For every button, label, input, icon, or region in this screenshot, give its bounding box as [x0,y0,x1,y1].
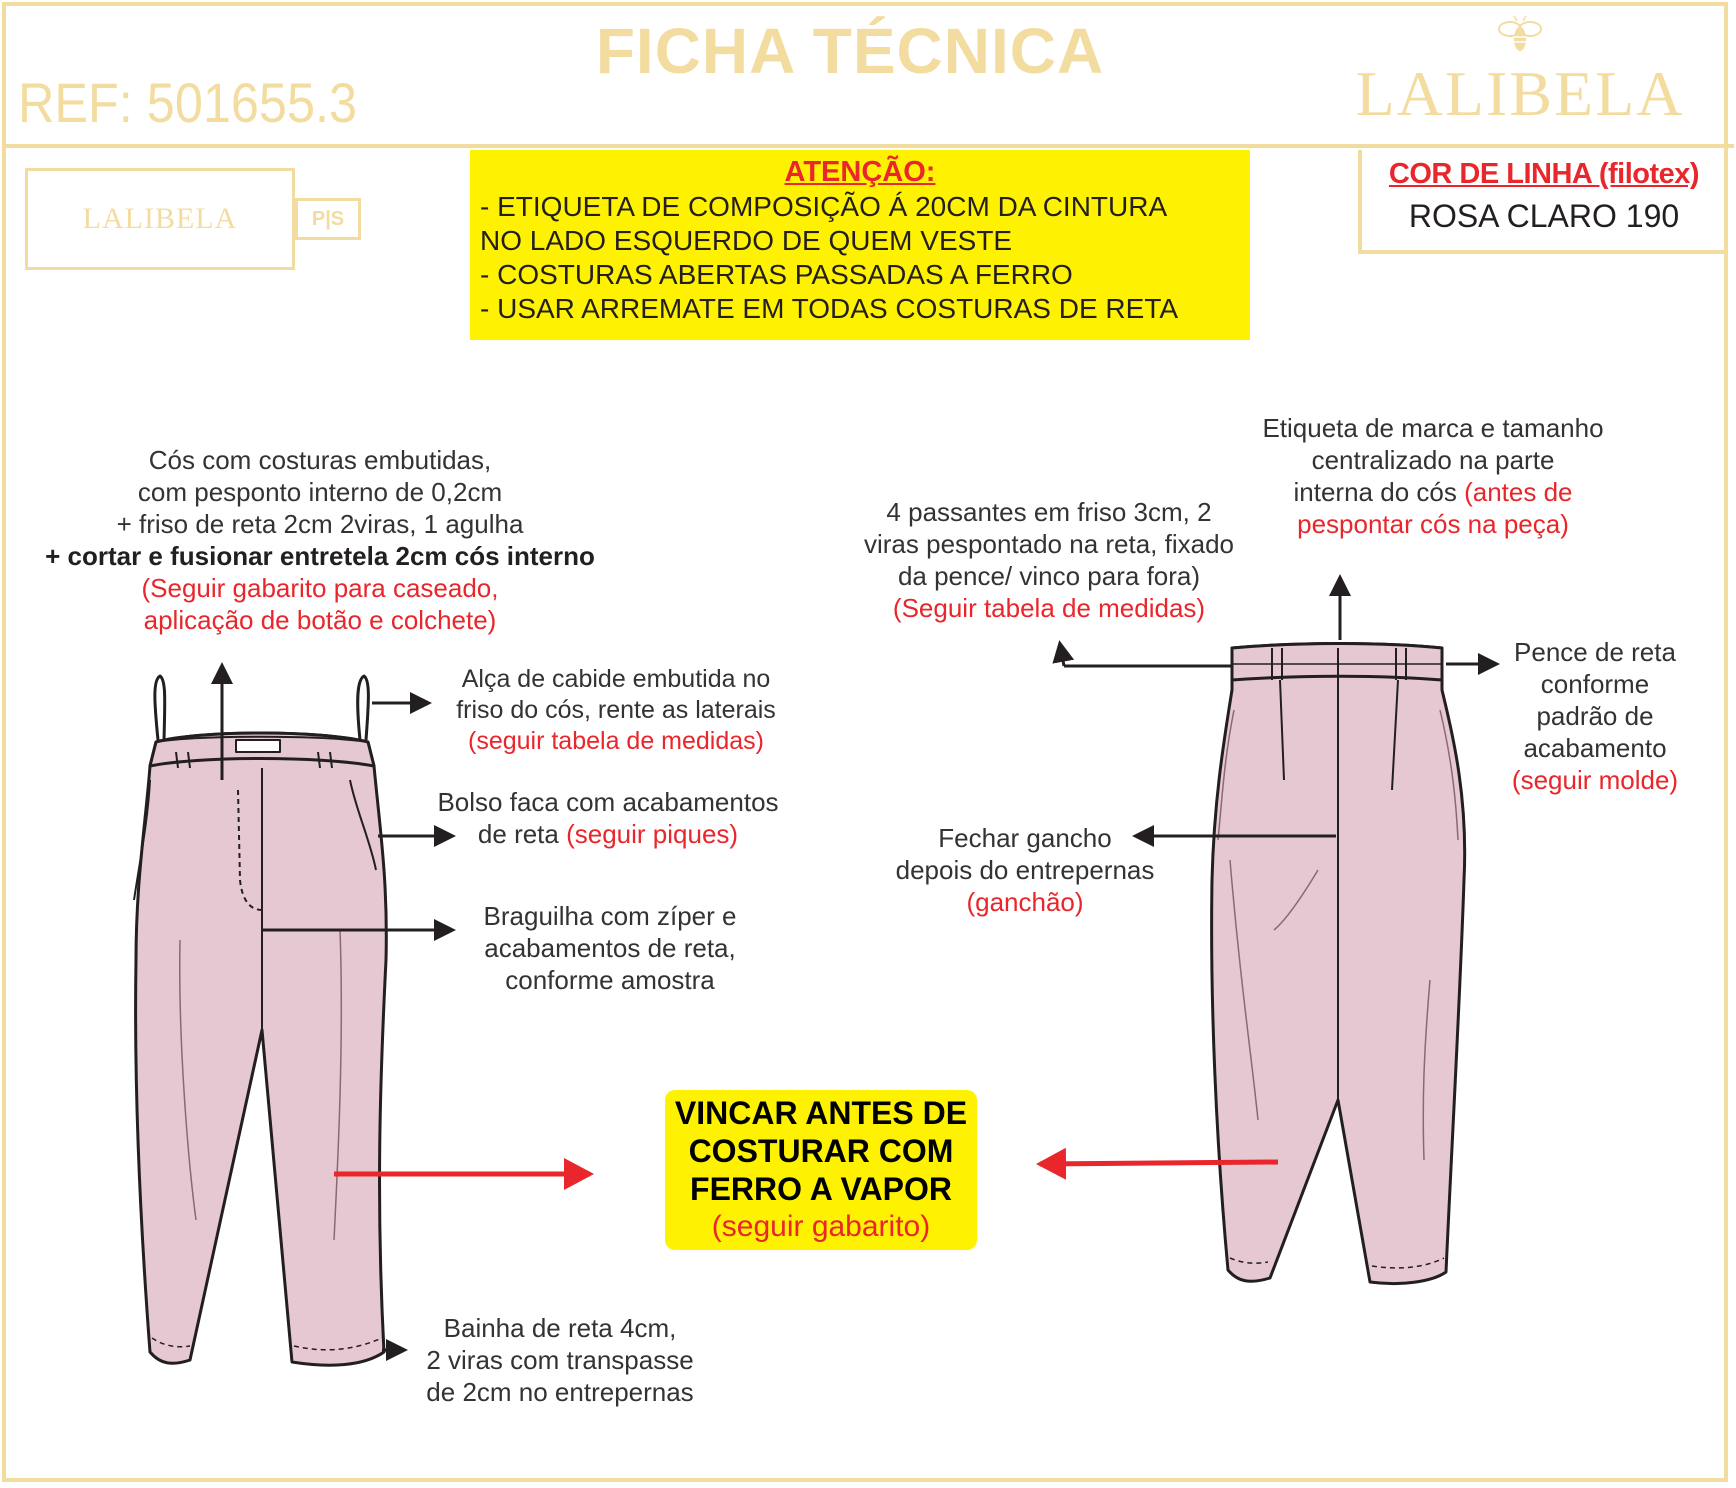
hanger-loop-note: Alça de cabide embutida no friso do cós, rente as laterais (seguir tabela de medidas) [456,665,776,755]
thread-color-value: ROSA CLARO 190 [1408,198,1680,234]
hanger-loop-right [358,676,369,740]
fly-note: Braguilha com zíper e acabamentos de reta, conforme amostra [483,901,737,995]
waistband-note: Cós com costuras embutidas, com pesponto interno de 0,2cm + friso de reta 2cm 2viras, 1 agulha + cortar e fusionar entretela 2cm cós interno (Seguir gabarito para caseado, aplicação de botão e colchete) [45,445,595,635]
front-brand-label [236,740,280,752]
attention-line: - COSTURAS ABERTAS PASSADAS A FERRO [480,259,1073,290]
size-tag: P|S [295,198,361,240]
belt-loops-note: 4 passantes em friso 3cm, 2 viras pespontado na reta, fixado da pence/ vinco para fora) (Seguir tabela de medidas) [863,497,1235,623]
crotch-note: Fechar gancho depois do entrepernas (ganchão) [895,823,1155,917]
pocket-note: Bolso faca com acabamentos de reta (seguir piques) [437,787,779,849]
front-pants-drawing [134,676,386,1365]
hem-note: Bainha de reta 4cm, 2 viras com transpasse de 2cm no entrepernas [426,1313,694,1407]
steam-press-note: VINCAR ANTES DE COSTURAR COM FERRO A VAPOR (seguir gabarito) [665,1090,977,1250]
hanger-loop-left [155,676,165,740]
label-brand: LALIBELA [82,202,238,235]
attention-line: NO LADO ESQUERDO DE QUEM VESTE [480,225,1013,256]
thread-color-title: COR DE LINHA (filotex) [1388,158,1700,190]
attention-line: - ETIQUETA DE COMPOSIÇÃO Á 20CM DA CINTURA [480,191,1168,222]
page-title: FICHA TÉCNICA [595,15,1105,87]
brand-label-note: Etiqueta de marca e tamanho centralizado na parte interna do cós (antes de pespontar cós na peça) [1262,413,1604,539]
dart-note: Pence de reta conforme padrão de acabamento (seguir molde) [1511,637,1679,795]
attention-line: - USAR ARREMATE EM TODAS COSTURAS DE RETA [480,293,1179,324]
brand-name: LALIBELA [1355,58,1685,129]
reference-code: REF: 501655.3 [18,71,358,134]
back-pants-drawing [1212,644,1465,1284]
front-pants-body [136,733,387,1365]
attention-title: ATENÇÃO: [784,156,936,188]
